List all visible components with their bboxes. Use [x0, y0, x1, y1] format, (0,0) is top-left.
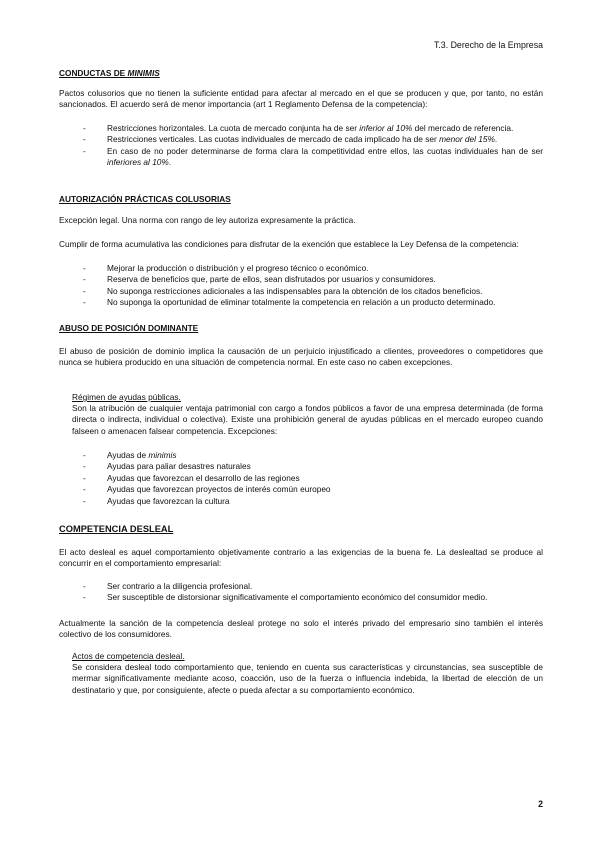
list-item — [59, 461, 543, 472]
minimis-heading-text: CONDUCTAS DE — [59, 68, 128, 78]
page-number: 2 — [538, 799, 543, 809]
list-item-text: Restricciones verticales. Las cuotas individuales de mercado de cada implicado ha de ser — [107, 134, 440, 145]
list-item-text: Ser contrario a la diligencia profesional. — [107, 581, 253, 591]
list-item-text: No suponga restricciones adicionales a las indispensables para la obtención de los citados beneficios. — [107, 285, 483, 296]
bullet-dash: - — [83, 285, 86, 296]
autorizacion-heading: AUTORIZACIÓN PRÁCTICAS COLUSORIAS — [59, 194, 231, 204]
list-item — [59, 263, 543, 274]
desleal-list — [59, 581, 543, 604]
bullet-dash: - — [83, 581, 86, 591]
list-item — [59, 473, 543, 484]
ayudas-subheading-text: Régimen de ayudas públicas. — [72, 392, 181, 402]
actos-paragraph — [72, 662, 543, 696]
minimis-paragraph-text: Pactos colusorios que no tienen la suficiente entidad para afectar al mercado en el que se producen y que, por tanto, no están sancionados. El acuerdo será de menor importancia (art 1 Reglamento Defensa de la competencia): — [59, 88, 543, 110]
list-item-text: . — [168, 157, 172, 168]
bullet-dash: - — [83, 123, 86, 133]
list-item-text: Ayudas de — [107, 450, 149, 460]
abuso-paragraph — [59, 346, 543, 369]
bullet-dash: - — [83, 461, 86, 472]
list-item — [59, 274, 543, 285]
section-desleal-heading — [59, 524, 543, 535]
ayudas-paragraph-text: Son la atribución de cualquier ventaja patrimonial con cargo a fondos públicos a favor de una empresa determinada (de forma directa o indirecta, individual o colectiva). Existe una prohibición general de ayudas públicas en el mercado europeo cuando falseen o amenacen falsear competencia. Excepciones: — [72, 403, 543, 436]
list-item — [59, 484, 543, 495]
list-item-text: Ayudas que favorezcan la cultura — [107, 495, 230, 506]
list-item-text: Ayudas para paliar desastres naturales — [107, 461, 251, 472]
ayudas-subheading — [72, 392, 543, 403]
section-minimis-heading — [59, 68, 543, 79]
desleal-paragraph-2-text: Actualmente la sanción de la competencia desleal protege no solo el interés privado del empresario sino también el interés colectivo de los consumidores. — [59, 618, 543, 640]
autorizacion-paragraph-2-text: Cumplir de forma acumulativa las condiciones para disfrutar de la exención que establece la Ley Defensa de la competencia: — [59, 239, 519, 249]
list-item-text: del mercado de referencia. — [412, 123, 514, 133]
list-item-text: Ayudas que favorezcan el desarrollo de las regiones — [107, 472, 300, 483]
list-item — [59, 297, 543, 308]
list-item-text: Reserva de beneficios que, parte de ellos, sean disfrutados por usuarios y consumidores. — [107, 274, 436, 285]
ayudas-paragraph — [72, 403, 543, 437]
list-item-em: menor del 15% — [439, 134, 495, 145]
desleal-paragraph-1-text: El acto desleal es aquel comportamiento objetivamente contrario a las exigencias de la buena fe. La deslealtad se produce al concurrir en el comportamiento empresarial: — [59, 547, 543, 569]
autorizacion-paragraph-1-text: Excepción legal. Una norma con rango de ley autoriza expresamente la práctica. — [59, 215, 356, 225]
bullet-dash: - — [83, 297, 86, 308]
desleal-heading: COMPETENCIA DESLEAL — [59, 524, 174, 534]
actos-paragraph-text: Se considera desleal todo comportamiento que, teniendo en cuenta sus características y circunstancias, sea susceptible de mermar significativamente mediante acoso, coacción, uso de la fuerza o influencia indebida, la libertad de elección de un destinatario y que, por consiguiente, afecte o pueda afectar a su comportamiento económico. — [72, 662, 543, 695]
list-item — [59, 134, 543, 145]
list-item — [59, 123, 543, 134]
actos-subheading — [72, 651, 543, 662]
running-header: T.3. Derecho de la Empresa — [433, 40, 543, 50]
list-item-text: Ser susceptible de distorsionar significativamente el comportamiento económico del consumidor medio. — [107, 592, 488, 603]
bullet-dash: - — [83, 592, 86, 603]
section-autorizacion-heading — [59, 194, 543, 205]
bullet-dash: - — [83, 495, 86, 506]
abuso-paragraph-text: El abuso de posición de dominio implica la causación de un perjuicio injustificado a clientes, proveedores o competidores que nunca se hubiera producido en una situación de competencia normal. En este caso no caben excepciones. — [59, 346, 543, 368]
bullet-dash: - — [83, 145, 86, 156]
section-abuso-heading — [59, 323, 543, 334]
list-item-text: Ayudas que favorezcan proyectos de interés común europeo — [107, 484, 331, 495]
bullet-dash: - — [83, 484, 86, 495]
list-item — [59, 286, 543, 297]
list-item — [59, 581, 543, 592]
list-item — [59, 450, 543, 461]
list-item — [59, 592, 543, 603]
autorizacion-paragraph-2 — [59, 239, 543, 250]
list-item-text: Restricciones horizontales. La cuota de mercado conjunta ha de ser — [107, 123, 360, 133]
list-item-text: No suponga la oportunidad de eliminar totalmente la competencia en relación a un producto determinado. — [107, 297, 496, 308]
list-item-em: minimis — [148, 450, 177, 460]
minimis-list — [59, 123, 543, 169]
bullet-dash: - — [83, 450, 86, 460]
bullet-dash: - — [83, 274, 86, 285]
ayudas-list — [59, 450, 543, 507]
list-item-text: . — [494, 134, 498, 145]
bullet-dash: - — [83, 263, 86, 273]
abuso-heading: ABUSO DE POSICIÓN DOMINANTE — [59, 323, 199, 333]
desleal-paragraph-1 — [59, 547, 543, 570]
minimis-heading — [59, 68, 160, 78]
desleal-paragraph-2 — [59, 618, 543, 641]
autorizacion-list — [59, 263, 543, 309]
autorizacion-paragraph-1 — [59, 215, 543, 226]
minimis-heading-em: MINIMIS — [127, 68, 160, 78]
list-item-text: Mejorar la producción o distribución y el progreso técnico o económico. — [107, 263, 369, 273]
list-item-em: inferiores al 10% — [107, 157, 169, 168]
bullet-dash: - — [83, 472, 86, 483]
actos-subheading-text: Actos de competencia desleal. — [72, 651, 185, 661]
list-item — [59, 146, 543, 169]
minimis-paragraph — [59, 88, 543, 111]
bullet-dash: - — [83, 134, 86, 145]
list-item-text: En caso de no poder determinarse de forma clara la competitividad entre ellos, las cuotas individuales han de ser — [107, 145, 543, 156]
list-item — [59, 496, 543, 507]
list-item-em: inferior al 10% — [359, 123, 413, 133]
